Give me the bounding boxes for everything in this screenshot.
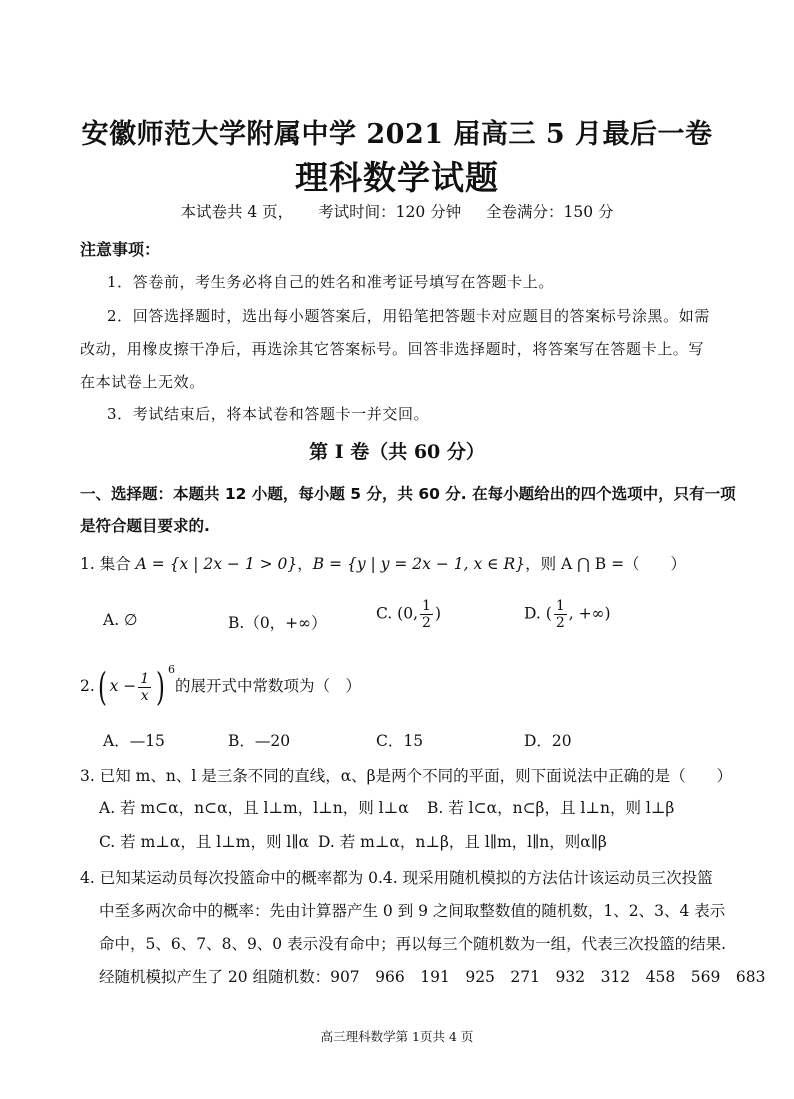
q1-option-d-open: ( <box>545 604 552 623</box>
q1-option-d-fraction <box>554 598 567 631</box>
notice-heading: 注意事项： <box>80 240 161 259</box>
notice-item-2-line1: 2．回答选择题时，选出每小题答案后，用铅笔把答题卡对应题目的答案标号涂黑。如需 <box>107 307 710 325</box>
question-3-stem: 3. 已知 m、n、l 是三条不同的直线，α、β是两个不同的平面，则下面说法中正确的是（ ） <box>80 767 733 785</box>
fraction-numerator: 1 <box>140 670 150 687</box>
question-4-line2: 中至多两次命中的概率：先由计算器产生 0 到 9 之间取整数值的随机数，1、2、3、4 表示 <box>99 902 726 920</box>
fraction-denominator: 2 <box>555 615 565 631</box>
notice-item-2-line2: 改动，用橡皮擦干净后，再选涂其它答案标号。回答非选择题时，将答案写在答题卡上。写 <box>80 340 705 358</box>
q1-option-a: A. ∅ <box>103 611 138 629</box>
question-4-line4: 经随机模拟产生了 20 组随机数：907 966 191 925 271 932 312 458 569 683 <box>99 968 766 986</box>
q2-right-paren: ) <box>156 665 166 709</box>
q2-option-b: B．—20 <box>228 732 291 750</box>
full-score: 全卷满分：150 分 <box>486 203 614 221</box>
notice-item-2-line3: 在本试卷上无效。 <box>80 373 205 391</box>
question-1-stem <box>80 552 686 574</box>
q1-option-d-close: , +∞) <box>568 604 611 623</box>
q1-option-c-fraction <box>420 598 433 631</box>
q1-suffix: ，则 A ⋂ B =（ ） <box>525 555 687 573</box>
q2-x-term: x − <box>109 677 137 695</box>
q1-option-c <box>376 598 441 631</box>
q1-option-c-close: ) <box>434 604 441 623</box>
fraction-numerator: 1 <box>555 598 565 614</box>
notice-item-1: 1．答卷前，考生务必将自己的姓名和准考证号填写在答题卡上。 <box>107 273 554 291</box>
q1-option-b: B.（0，+∞） <box>228 614 327 632</box>
q2-number: 2. <box>80 677 95 695</box>
q1-prefix: 1. 集合 <box>80 555 136 573</box>
q2-left-paren: ( <box>97 665 107 709</box>
exam-time: 考试时间：120 分钟 <box>318 203 462 221</box>
q3-option-c: C. 若 m⊥α，且 l⊥m，则 l∥α <box>99 833 309 851</box>
exam-info-line <box>0 200 794 222</box>
fraction-denominator: 2 <box>422 615 431 631</box>
q1-separator: ， <box>297 555 313 573</box>
q3-option-d: D. 若 m⊥α，n⊥β，且 l∥m，l∥n，则α∥β <box>318 833 607 851</box>
fraction-numerator: 1 <box>422 598 431 614</box>
q3-option-b: B. 若 l⊂α，n⊂β，且 l⊥n，则 l⊥β <box>427 799 675 817</box>
q1-option-d-label: D. <box>524 604 541 623</box>
part1-instructions-line1: 一、选择题：本题共 12 小题，每小题 5 分，共 60 分. 在每小题给出的四个选项中，只有一项 <box>80 485 736 503</box>
page-count: 本试卷共 4 页， <box>180 203 294 221</box>
q2-option-d: D．20 <box>524 732 572 750</box>
q1-option-c-open: (0, <box>397 604 419 623</box>
part1-instructions-line2: 是符合题目要求的. <box>80 517 210 535</box>
q2-option-a: A．—15 <box>103 732 165 750</box>
question-4-line3: 命中，5、6、7、8、9、0 表示没有命中；再以每三个随机数为一组，代表三次投篮的结果. <box>99 935 727 953</box>
q1-set-b: B = {y | y = 2x − 1, x ∈ R} <box>312 555 526 573</box>
section-title: 第 I 卷（共 60 分） <box>309 441 485 463</box>
q2-exponent: 6 <box>168 663 176 676</box>
q2-option-c: C．15 <box>376 732 424 750</box>
q1-option-c-label: C. <box>376 604 393 623</box>
fraction-denominator: x <box>140 687 149 704</box>
exam-school-title: 安徽师范大学附属中学 2021 届高三 5 月最后一卷 <box>81 119 713 150</box>
question-2-stem <box>80 663 362 709</box>
question-4-line1: 4. 已知某运动员每次投篮命中的概率都为 0.4. 现采用随机模拟的方法估计该运动员三次投篮 <box>80 869 713 887</box>
q2-fraction <box>138 671 151 704</box>
q2-suffix: 的展开式中常数项为（ ） <box>175 677 362 695</box>
q3-option-a: A. 若 m⊂α，n⊂α，且 l⊥m，l⊥n，则 l⊥α <box>99 799 409 817</box>
exam-subject-title: 理科数学试题 <box>295 158 499 197</box>
notice-item-3: 3．考试结束后，将本试卷和答题卡一并交回。 <box>107 405 430 423</box>
page-footer: 高三理科数学第 1页共 4 页 <box>320 1029 474 1044</box>
q1-option-d <box>524 598 611 631</box>
q1-set-a: A = {x | 2x − 1 > 0} <box>135 555 298 573</box>
